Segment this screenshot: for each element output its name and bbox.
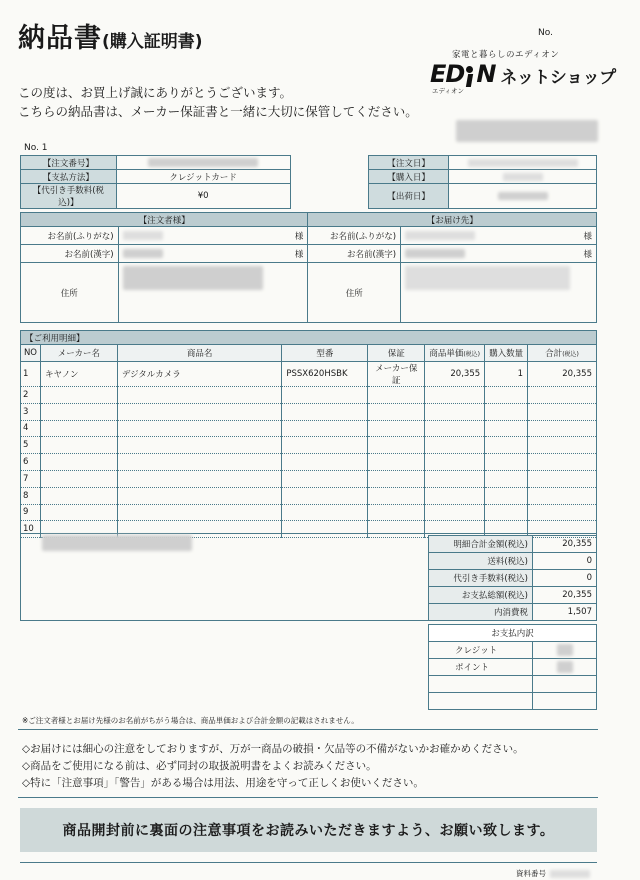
cod-fee-value: ¥0 bbox=[116, 184, 290, 209]
col-header-model: 型番 bbox=[282, 345, 368, 362]
detail-cell-total bbox=[528, 487, 597, 504]
col-header-maker: メーカー名 bbox=[40, 345, 117, 362]
payment-breakdown-value bbox=[533, 642, 597, 659]
recipient-address-label: 住所 bbox=[308, 263, 401, 323]
recipient-kanji-sama: 様 bbox=[583, 249, 592, 260]
purchase-date-value bbox=[449, 170, 597, 184]
logo-text-ed: ED bbox=[430, 60, 465, 88]
orderer-kanji-label: お名前(漢字) bbox=[21, 245, 119, 263]
orderer-kanji-sama: 様 bbox=[294, 249, 304, 260]
detail-cell-price: 20,355 bbox=[425, 362, 485, 387]
detail-cell-model: PSSX620HSBK bbox=[282, 362, 368, 387]
payment-breakdown-value bbox=[533, 693, 597, 710]
purchase-date-label: 【購入日】 bbox=[369, 170, 449, 184]
detail-cell-model bbox=[282, 487, 368, 504]
detail-cell-price bbox=[425, 387, 485, 404]
detail-row bbox=[21, 487, 597, 504]
ship-date-label: 【出荷日】 bbox=[369, 184, 449, 209]
orderer-kana-sama: 様 bbox=[294, 231, 304, 242]
col-header-total-tax: (税込) bbox=[562, 351, 579, 358]
summary-value: 20,355 bbox=[533, 536, 597, 553]
summary-value: 1,507 bbox=[533, 604, 597, 621]
detail-cell-no: 8 bbox=[21, 487, 41, 504]
detail-cell-warranty: メーカー保証 bbox=[368, 362, 425, 387]
summary-label: お支払総額(税込) bbox=[429, 587, 533, 604]
detail-cell-total bbox=[528, 470, 597, 487]
summary-value: 0 bbox=[533, 570, 597, 587]
document-number-label: 資料番号 bbox=[516, 869, 546, 878]
detail-cell-maker bbox=[40, 420, 117, 437]
summary-body bbox=[429, 536, 597, 621]
summary-label: 明細合計金額(税込) bbox=[429, 536, 533, 553]
detail-row bbox=[21, 504, 597, 521]
detail-cell-product bbox=[117, 437, 282, 454]
logo-subtext: エディオン bbox=[432, 87, 464, 95]
summary-row bbox=[429, 536, 597, 553]
detail-row bbox=[21, 454, 597, 471]
detail-cell-no: 3 bbox=[21, 403, 41, 420]
detail-cell-price bbox=[425, 420, 485, 437]
detail-cell-product: デジタルカメラ bbox=[117, 362, 282, 387]
page-number: No. 1 bbox=[24, 143, 48, 153]
detail-cell-no: 4 bbox=[21, 420, 41, 437]
summary-row bbox=[429, 587, 597, 604]
detail-cell-model bbox=[282, 454, 368, 471]
orderer-address-label: 住所 bbox=[21, 263, 119, 323]
detail-row bbox=[21, 403, 597, 420]
details-table bbox=[20, 330, 597, 538]
col-header-product: 商品名 bbox=[117, 345, 282, 362]
col-header-total bbox=[528, 345, 597, 362]
header-no-label: No. bbox=[538, 28, 553, 38]
payment-breakdown-row bbox=[429, 693, 597, 710]
detail-cell-qty bbox=[485, 470, 528, 487]
detail-cell-no: 2 bbox=[21, 387, 41, 404]
detail-cell-maker bbox=[40, 504, 117, 521]
detail-cell-product bbox=[117, 454, 282, 471]
detail-cell-warranty bbox=[368, 487, 425, 504]
col-header-no: NO bbox=[21, 345, 41, 362]
title-main: 納品書 bbox=[18, 23, 102, 54]
detail-row bbox=[21, 420, 597, 437]
document-number bbox=[516, 868, 590, 879]
col-header-price-label: 商品単価 bbox=[429, 349, 464, 359]
greeting-line-1: この度は、お買上げ誠にありがとうございます。 bbox=[18, 85, 293, 100]
payment-breakdown-value bbox=[533, 659, 597, 676]
logo-text-n: N bbox=[476, 60, 497, 88]
detail-cell-warranty bbox=[368, 387, 425, 404]
summary-value: 20,355 bbox=[533, 587, 597, 604]
detail-cell-warranty bbox=[368, 437, 425, 454]
col-header-price bbox=[425, 345, 485, 362]
detail-cell-model bbox=[282, 403, 368, 420]
detail-cell-no: 9 bbox=[21, 504, 41, 521]
detail-row bbox=[21, 362, 597, 387]
caution-line-3: ◇特に「注意事項」「警告」がある場合は用法、用途を守って正しくお使いください。 bbox=[22, 777, 424, 789]
orderer-kana-label: お名前(ふりがな) bbox=[21, 227, 119, 245]
detail-cell-product bbox=[117, 403, 282, 420]
detail-cell-price bbox=[425, 454, 485, 471]
detail-cell-total bbox=[528, 437, 597, 454]
orderer-kana-value bbox=[118, 227, 308, 245]
detail-cell-qty bbox=[485, 454, 528, 471]
caution-banner: 商品開封前に裏面の注意事項をお読みいただきますよう、お願い致します。 bbox=[20, 808, 597, 852]
summary-label: 送料(税込) bbox=[429, 553, 533, 570]
payment-breakdown-table bbox=[428, 624, 597, 710]
summary-table bbox=[428, 535, 597, 621]
detail-cell-qty bbox=[485, 437, 528, 454]
summary-row bbox=[429, 604, 597, 621]
detail-cell-no: 1 bbox=[21, 362, 41, 387]
detail-cell-maker bbox=[40, 454, 117, 471]
detail-cell-total bbox=[528, 504, 597, 521]
detail-cell-model bbox=[282, 504, 368, 521]
detail-row bbox=[21, 470, 597, 487]
address-table bbox=[20, 212, 597, 323]
ship-date-value bbox=[449, 184, 597, 209]
recipient-kana-sama: 様 bbox=[583, 231, 592, 242]
payment-breakdown-title: お支払内訳 bbox=[429, 625, 597, 642]
payment-method-value: クレジットカード bbox=[116, 170, 290, 184]
payment-breakdown-label: ポイント bbox=[429, 659, 533, 676]
orderer-kanji-value bbox=[118, 245, 308, 263]
detail-cell-model bbox=[282, 387, 368, 404]
detail-cell-total: 20,355 bbox=[528, 362, 597, 387]
detail-cell-qty bbox=[485, 420, 528, 437]
detail-cell-product bbox=[117, 387, 282, 404]
payment-breakdown-label bbox=[429, 693, 533, 710]
detail-cell-qty bbox=[485, 403, 528, 420]
detail-cell-maker bbox=[40, 403, 117, 420]
logo-text-shop: ネットショップ bbox=[500, 68, 616, 88]
order-date-label: 【注文日】 bbox=[369, 156, 449, 170]
divider-bottom bbox=[18, 797, 598, 798]
store-tagline: 家電と暮らしのエディオン bbox=[452, 50, 560, 60]
col-header-total-label: 合計 bbox=[545, 349, 563, 359]
detail-cell-maker bbox=[40, 437, 117, 454]
payment-breakdown-row bbox=[429, 659, 597, 676]
redacted-barcode bbox=[456, 120, 598, 142]
detail-cell-price bbox=[425, 470, 485, 487]
summary-value: 0 bbox=[533, 553, 597, 570]
detail-cell-maker bbox=[40, 470, 117, 487]
detail-cell-price bbox=[425, 504, 485, 521]
detail-cell-maker bbox=[40, 487, 117, 504]
detail-row bbox=[21, 437, 597, 454]
document-title bbox=[18, 16, 203, 55]
caution-line-2: ◇商品をご使用になる前は、必ず同封の取扱説明書をよくお読みください。 bbox=[22, 760, 377, 772]
recipient-address-value bbox=[401, 263, 597, 323]
order-no-value bbox=[116, 156, 290, 170]
detail-cell-warranty bbox=[368, 454, 425, 471]
payment-breakdown-label bbox=[429, 676, 533, 693]
detail-cell-qty: 1 bbox=[485, 362, 528, 387]
detail-cell-qty bbox=[485, 387, 528, 404]
greeting-line-2: こちらの納品書は、メーカー保証書と一緒に大切に保管してください。 bbox=[18, 104, 418, 119]
cod-fee-label: 【代引き手数料(税込)】 bbox=[21, 184, 117, 209]
payment-breakdown-value bbox=[533, 676, 597, 693]
detail-cell-total bbox=[528, 420, 597, 437]
detail-cell-total bbox=[528, 403, 597, 420]
detail-cell-model bbox=[282, 470, 368, 487]
logo-i-figure-icon bbox=[465, 64, 475, 88]
title-subtitle: (購入証明書) bbox=[102, 32, 203, 52]
detail-row bbox=[21, 387, 597, 404]
caution-line-1: ◇お届けには細心の注意をしておりますが、万が一商品の破損・欠品等の不備がないかお確かめください。 bbox=[22, 743, 524, 755]
detail-cell-qty bbox=[485, 487, 528, 504]
footer-rule bbox=[20, 862, 597, 863]
order-no-label: 【注文番号】 bbox=[21, 156, 117, 170]
document-number-value bbox=[550, 870, 590, 878]
detail-cell-price bbox=[425, 437, 485, 454]
recipient-kana-label: お名前(ふりがな) bbox=[308, 227, 401, 245]
detail-cell-price bbox=[425, 403, 485, 420]
col-header-qty: 購入数量 bbox=[485, 345, 528, 362]
detail-cell-maker: キヤノン bbox=[40, 362, 117, 387]
orderer-address-value bbox=[118, 263, 308, 323]
detail-cell-warranty bbox=[368, 504, 425, 521]
divider-top bbox=[18, 729, 598, 730]
detail-cell-total bbox=[528, 454, 597, 471]
detail-cell-product bbox=[117, 504, 282, 521]
notice-text: ※ご注文者様とお届け先様のお名前がちがう場合は、商品単価および合計金額の記載はされません。 bbox=[22, 716, 359, 725]
detail-cell-model bbox=[282, 420, 368, 437]
payment-breakdown-row bbox=[429, 676, 597, 693]
detail-cell-product bbox=[117, 487, 282, 504]
summary-row bbox=[429, 553, 597, 570]
col-header-price-tax: (税込) bbox=[463, 351, 481, 358]
payment-breakdown-row bbox=[429, 642, 597, 659]
redacted-shop-info bbox=[42, 535, 192, 551]
detail-cell-warranty bbox=[368, 420, 425, 437]
detail-cell-price bbox=[425, 487, 485, 504]
detail-cell-product bbox=[117, 470, 282, 487]
detail-cell-product bbox=[117, 420, 282, 437]
recipient-section-title: 【お届け先】 bbox=[308, 213, 597, 227]
payment-method-label: 【支払方法】 bbox=[21, 170, 117, 184]
col-header-warranty: 保証 bbox=[368, 345, 425, 362]
recipient-kanji-label: お名前(漢字) bbox=[308, 245, 401, 263]
summary-row bbox=[429, 570, 597, 587]
details-section-title: 【ご利用明細】 bbox=[21, 331, 597, 345]
order-date-value bbox=[449, 156, 597, 170]
detail-cell-no: 6 bbox=[21, 454, 41, 471]
detail-cell-no: 5 bbox=[21, 437, 41, 454]
orderer-section-title: 【注文者様】 bbox=[21, 213, 308, 227]
payment-breakdown-label: クレジット bbox=[429, 642, 533, 659]
detail-cell-total bbox=[528, 387, 597, 404]
order-info-table bbox=[20, 155, 597, 209]
detail-cell-model bbox=[282, 437, 368, 454]
recipient-kana-value bbox=[401, 227, 597, 245]
detail-cell-qty bbox=[485, 504, 528, 521]
payment-breakdown-body bbox=[429, 642, 597, 710]
summary-label: 代引き手数料(税込) bbox=[429, 570, 533, 587]
detail-cell-no: 10 bbox=[21, 521, 41, 538]
detail-cell-warranty bbox=[368, 403, 425, 420]
detail-cell-warranty bbox=[368, 470, 425, 487]
detail-cell-maker bbox=[40, 387, 117, 404]
recipient-kanji-value bbox=[401, 245, 597, 263]
summary-label: 内消費税 bbox=[429, 604, 533, 621]
edion-logo bbox=[430, 60, 616, 88]
detail-cell-no: 7 bbox=[21, 470, 41, 487]
details-body bbox=[21, 362, 597, 538]
